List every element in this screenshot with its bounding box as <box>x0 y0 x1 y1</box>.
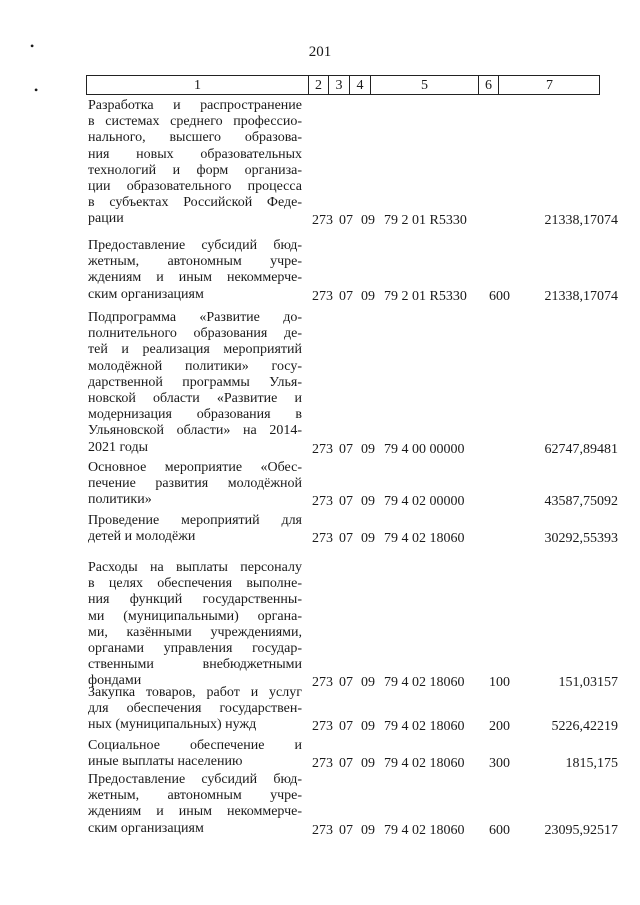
row-description <box>88 513 302 545</box>
row-description <box>88 772 302 837</box>
cell-amount: 5226,42219 <box>551 719 618 735</box>
description-line: ных (муниципальных) нужд <box>88 717 257 733</box>
description-line: ждениям и иным некоммерче- <box>88 804 302 820</box>
description-line: иные выплаты населению <box>88 754 243 770</box>
description-line: детей и молодёжи <box>88 529 196 545</box>
description-line: в целях обеспечения выполне- <box>88 576 302 592</box>
cell-amount: 43587,75092 <box>544 494 618 510</box>
description-line: 2021 годы <box>88 439 149 455</box>
cell-chapter: 273 <box>312 213 333 229</box>
description-line: Социальное обеспечение и <box>88 738 302 753</box>
cell-section: 07 <box>339 822 353 838</box>
description-line: Предоставление субсидий бюд- <box>88 238 302 253</box>
cell-chapter: 273 <box>312 288 333 304</box>
description-line: в субъектах Российской Феде- <box>88 195 302 211</box>
cell-section: 07 <box>339 288 353 304</box>
description-line: в системах среднего профессио- <box>88 114 302 130</box>
description-line: молодёжной политики» госу- <box>88 358 302 374</box>
cell-target-code: 79 2 01 R5330 <box>384 213 467 229</box>
cell-target-code: 79 4 02 00000 <box>384 494 465 510</box>
description-line: Подпрограмма «Развитие до- <box>88 310 302 325</box>
cell-amount: 151,03157 <box>558 675 618 691</box>
cell-section: 07 <box>339 213 353 229</box>
cell-amount: 62747,89481 <box>544 441 618 457</box>
cell-chapter: 273 <box>312 441 333 457</box>
cell-target-code: 79 4 02 18060 <box>384 675 465 691</box>
description-line: ским организациям <box>88 820 204 836</box>
cell-section: 07 <box>339 441 353 457</box>
cell-subsection: 09 <box>361 822 375 838</box>
cell-subsection: 09 <box>361 494 375 510</box>
scan-mark: • <box>30 39 35 53</box>
cell-amount: 21338,17074 <box>544 288 618 304</box>
cell-expense-type: 100 <box>489 675 510 691</box>
description-line: ния новых образовательных <box>88 146 302 162</box>
description-line: политики» <box>88 492 152 508</box>
description-line: Расходы на выплаты персоналу <box>88 560 302 575</box>
cell-subsection: 09 <box>361 756 375 772</box>
cell-target-code: 79 4 02 18060 <box>384 531 465 547</box>
cell-subsection: 09 <box>361 441 375 457</box>
description-line: ции образовательного процесса <box>88 179 302 195</box>
cell-subsection: 09 <box>361 213 375 229</box>
row-description <box>88 685 302 734</box>
description-line: печение развития молодёжной <box>88 476 302 492</box>
description-line: Основное мероприятие «Обес- <box>88 460 302 475</box>
description-line: ственными внебюджетными <box>88 657 302 673</box>
cell-section: 07 <box>339 531 353 547</box>
cell-chapter: 273 <box>312 756 333 772</box>
description-line: Предоставление субсидий бюд- <box>88 772 302 787</box>
header-col-3: 3 <box>328 76 349 94</box>
description-line: тей и реализация мероприятий <box>88 342 302 358</box>
cell-expense-type: 200 <box>489 719 510 735</box>
table-header <box>86 75 600 95</box>
page-number: 201 <box>308 44 332 60</box>
description-line: рации <box>88 211 124 227</box>
description-line: жетным, автономным учре- <box>88 254 302 270</box>
cell-section: 07 <box>339 494 353 510</box>
header-col-1: 1 <box>194 78 201 93</box>
row-description <box>88 310 302 456</box>
cell-chapter: 273 <box>312 719 333 735</box>
description-line: органами управления государ- <box>88 641 302 657</box>
cell-section: 07 <box>339 675 353 691</box>
scan-mark: • <box>34 83 39 97</box>
cell-expense-type: 600 <box>489 822 510 838</box>
description-line: нального, высшего образова- <box>88 130 302 146</box>
description-line: технологий и форм организа- <box>88 162 302 178</box>
header-col-7: 7 <box>498 76 600 94</box>
header-col-5: 5 <box>370 76 478 94</box>
description-line: ми (муниципальными) органа- <box>88 608 302 624</box>
description-line: дарственной программы Улья- <box>88 374 302 390</box>
row-description <box>88 98 302 228</box>
cell-amount: 23095,92517 <box>544 822 618 838</box>
header-col-4: 4 <box>349 76 370 94</box>
cell-amount: 21338,17074 <box>544 213 618 229</box>
cell-section: 07 <box>339 719 353 735</box>
description-line: ским организациям <box>88 286 204 302</box>
cell-chapter: 273 <box>312 675 333 691</box>
cell-amount: 30292,55393 <box>544 531 618 547</box>
cell-chapter: 273 <box>312 494 333 510</box>
cell-chapter: 273 <box>312 822 333 838</box>
cell-section: 07 <box>339 756 353 772</box>
row-description <box>88 560 302 690</box>
cell-chapter: 273 <box>312 531 333 547</box>
description-line: ми, казёнными учреждениями, <box>88 624 302 640</box>
description-line: ждениям и иным некоммерче- <box>88 270 302 286</box>
cell-target-code: 79 4 00 00000 <box>384 441 465 457</box>
row-description <box>88 238 302 303</box>
cell-target-code: 79 4 02 18060 <box>384 719 465 735</box>
description-line: Закупка товаров, работ и услуг <box>88 685 302 700</box>
cell-target-code: 79 4 02 18060 <box>384 822 465 838</box>
cell-subsection: 09 <box>361 288 375 304</box>
description-line: Проведение мероприятий для <box>88 513 302 528</box>
cell-subsection: 09 <box>361 719 375 735</box>
header-col-6: 6 <box>478 76 498 94</box>
description-line: Ульяновской области» на 2014- <box>88 423 302 439</box>
description-line: ния функций государственны- <box>88 592 302 608</box>
cell-expense-type: 300 <box>489 756 510 772</box>
row-description <box>88 738 302 770</box>
description-line: модернизация образования в <box>88 407 302 423</box>
cell-subsection: 09 <box>361 531 375 547</box>
description-line: жетным, автономным учре- <box>88 788 302 804</box>
description-line: полнительного образования де- <box>88 326 302 342</box>
header-col-2: 2 <box>308 76 328 94</box>
cell-subsection: 09 <box>361 675 375 691</box>
cell-target-code: 79 2 01 R5330 <box>384 288 467 304</box>
description-line: Разработка и распространение <box>88 98 302 113</box>
row-description <box>88 460 302 509</box>
description-line: новской области «Развитие и <box>88 391 302 407</box>
description-line: фондами <box>88 673 142 689</box>
cell-target-code: 79 4 02 18060 <box>384 756 465 772</box>
cell-amount: 1815,175 <box>565 756 618 772</box>
cell-expense-type: 600 <box>489 288 510 304</box>
description-line: для обеспечения государствен- <box>88 701 302 717</box>
